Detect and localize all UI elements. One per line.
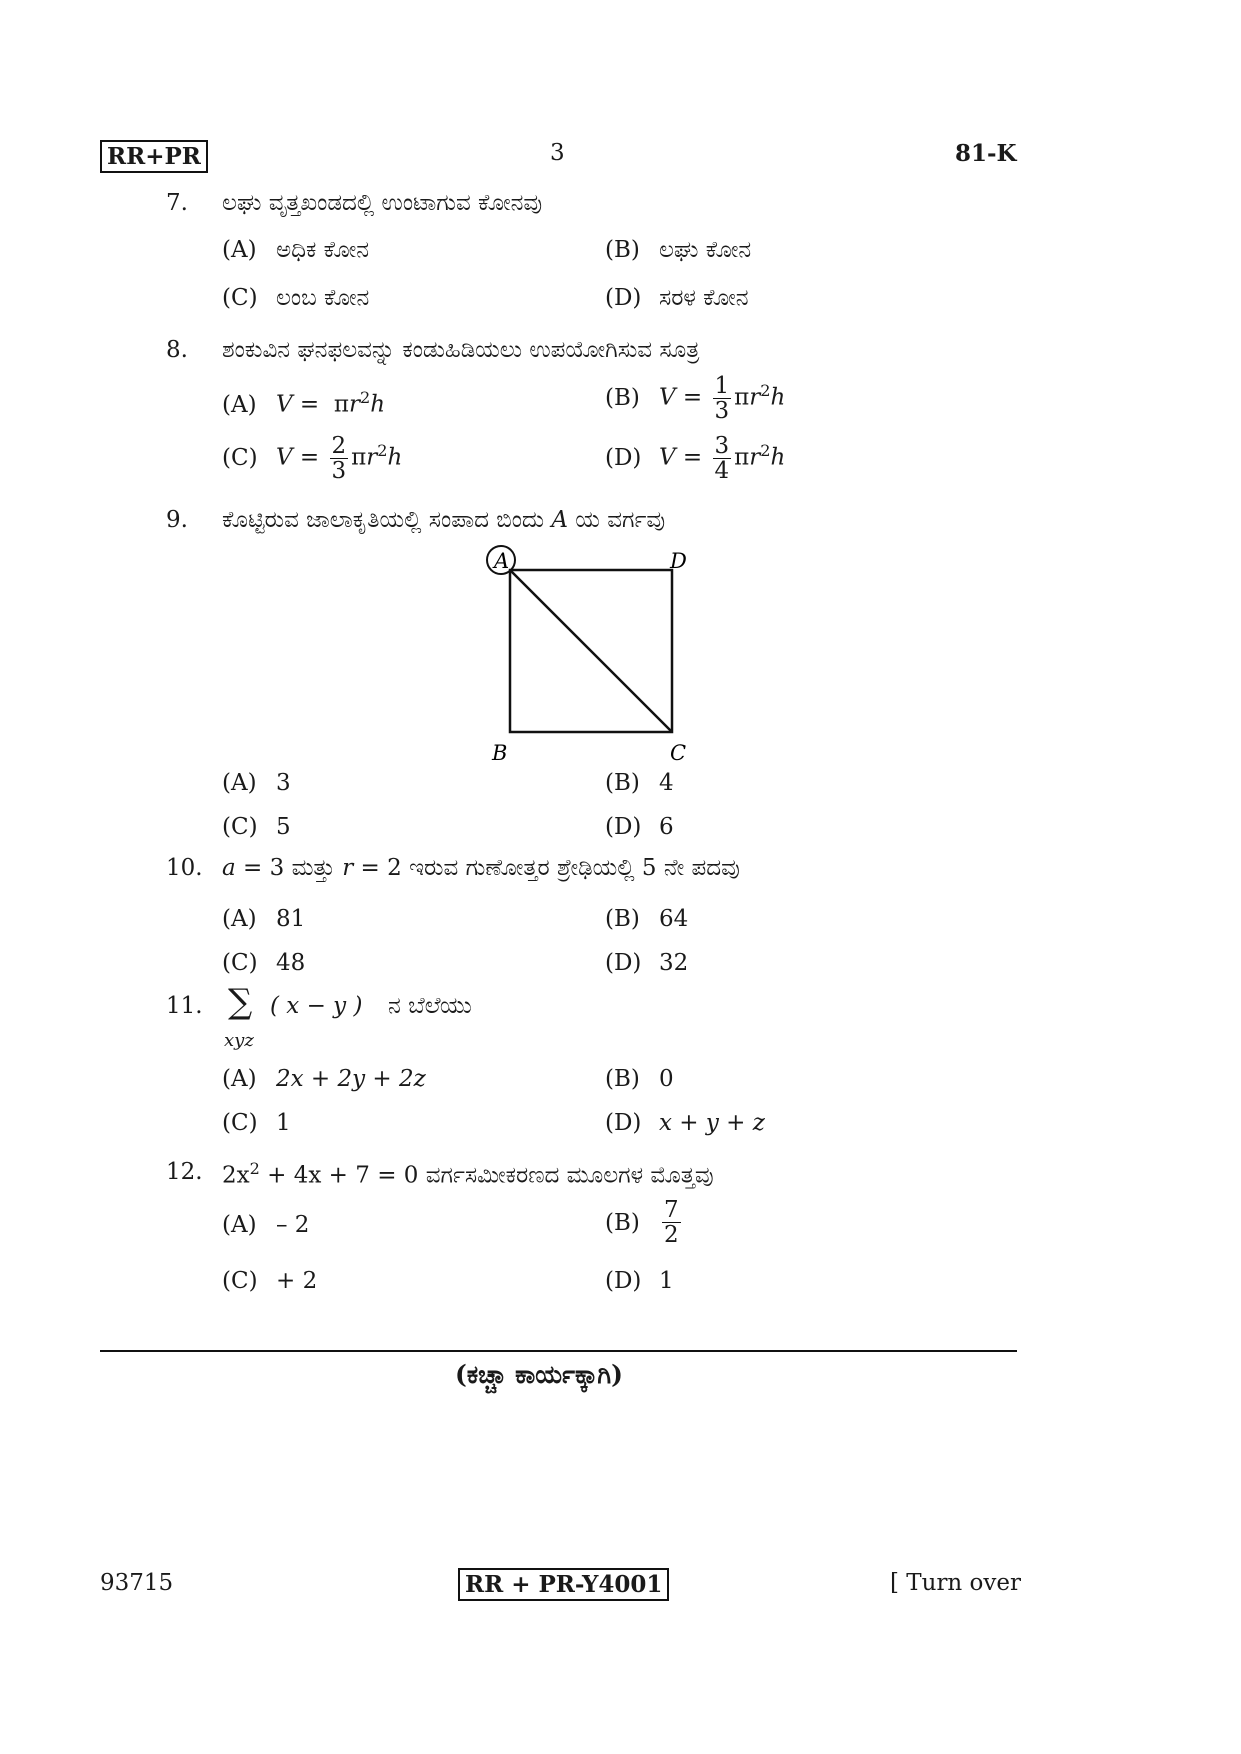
question-number: 12. [166, 1159, 203, 1185]
option-text: 6 [659, 814, 674, 840]
network-figure [480, 540, 710, 765]
node-label-a: A [494, 549, 510, 573]
option-label: (C) [222, 285, 258, 311]
option-text: 48 [276, 950, 306, 976]
pi-symbol: π [333, 391, 349, 418]
numerator: 1 [714, 373, 730, 399]
option-label: (D) [605, 814, 642, 840]
pi-symbol: π [734, 384, 750, 411]
height-var: h [770, 384, 786, 411]
exponent: 2 [760, 440, 771, 460]
pi-symbol: π [734, 444, 750, 471]
option-text: ಲಘು ಕೋನ [659, 237, 752, 263]
section-divider [100, 1350, 1017, 1352]
option-text: 0 [659, 1066, 674, 1092]
option-a [222, 1212, 309, 1238]
option-label: (A) [222, 237, 257, 263]
rough-work-label: (ಕಚ್ಚಾ ಕಾರ್ಯಕ್ಕಾಗಿ) [455, 1360, 623, 1389]
fraction [713, 374, 732, 423]
ratio-var: r [342, 855, 354, 881]
fraction [713, 434, 732, 483]
option-label: (D) [605, 1268, 642, 1294]
option-d [605, 434, 785, 483]
question-text-part: ವರ್ಗಸಮೀಕರಣದ ಮೂಲಗಳ ಮೊತ್ತವು [425, 1162, 714, 1189]
option-text: 5 [276, 814, 291, 840]
option-label: (A) [222, 1066, 257, 1092]
question-number: 11. [166, 993, 203, 1019]
question-text [222, 855, 740, 881]
option-a [222, 1066, 426, 1092]
option-label: (D) [605, 950, 642, 976]
turn-over-label: [ Turn over [890, 1570, 1022, 1596]
denominator: 3 [714, 398, 730, 425]
denominator: 3 [331, 458, 347, 485]
option-text: ಲಂಬ ಕೋನ [276, 285, 370, 311]
equation-rest: + 4x + 7 = 0 [259, 1162, 426, 1189]
formula-lhs: V = [659, 384, 703, 411]
height-var: h [370, 391, 386, 418]
option-label: (A) [222, 391, 257, 418]
option-d [605, 814, 674, 840]
option-a [222, 770, 291, 796]
option-b [605, 237, 751, 263]
node-label-c: C [670, 741, 687, 765]
option-text: 32 [659, 950, 689, 976]
option-d [605, 950, 688, 976]
point-var: A [551, 507, 568, 533]
formula-lhs: V = [276, 444, 320, 471]
option-text: ಸರಳ ಕೋನ [659, 285, 749, 311]
option-a [222, 388, 385, 418]
option-text: 64 [659, 906, 689, 932]
radius-var: r [749, 384, 761, 411]
option-b [605, 1066, 674, 1092]
question-text-part: ಕೊಟ್ಟಿರುವ ಜಾಲಾಕೃತಿಯಲ್ಲಿ ಸಂಪಾದ ಬಿಂದು [222, 507, 552, 533]
option-c [222, 1268, 317, 1294]
question-text-part: ಯ ವರ್ಗವು [568, 507, 666, 533]
ratio-value: = 2 [353, 855, 410, 881]
paper-code: 81-K [955, 140, 1017, 167]
question-text [222, 1159, 714, 1189]
exponent: 2 [760, 380, 771, 400]
paper-set-box: RR+PR [100, 140, 208, 173]
question-text-part: ಮತ್ತು [291, 855, 343, 881]
pi-symbol: π [351, 444, 367, 471]
formula-lhs: V = [276, 391, 320, 418]
option-text: 4 [659, 770, 674, 796]
numerator: 2 [331, 433, 347, 459]
option-label: (C) [222, 444, 258, 471]
numerator: 7 [664, 1197, 679, 1223]
option-label: (A) [222, 1212, 257, 1238]
option-text: + 2 [276, 1268, 318, 1294]
option-d [605, 1268, 674, 1294]
option-text: x + y + z [659, 1110, 765, 1136]
question-text [222, 507, 665, 533]
option-label: (B) [605, 1066, 640, 1092]
radius-var: r [366, 444, 378, 471]
radius-var: r [348, 391, 360, 418]
question-number: 8. [166, 337, 188, 363]
node-label-d: D [670, 549, 687, 573]
option-text: 81 [276, 906, 306, 932]
exponent: 2 [249, 1159, 260, 1178]
radius-var: r [749, 444, 761, 471]
option-label: (C) [222, 1110, 258, 1136]
fraction [662, 1198, 681, 1247]
option-b [605, 906, 688, 932]
question-number: 9. [166, 507, 188, 533]
option-label: (C) [222, 1268, 258, 1294]
numerator: 3 [714, 433, 730, 459]
option-label: (A) [222, 906, 257, 932]
option-text: 3 [276, 770, 291, 796]
option-a [222, 906, 305, 932]
option-d [605, 1110, 765, 1136]
denominator: 4 [714, 458, 730, 485]
fraction [330, 434, 349, 483]
expression: ( x − y ) [270, 993, 363, 1019]
option-label: (A) [222, 770, 257, 796]
option-text: 1 [659, 1268, 674, 1294]
option-text: ಅಧಿಕ ಕೋನ [276, 237, 370, 263]
option-label: (B) [605, 906, 640, 932]
option-label: (D) [605, 285, 642, 311]
option-label: (B) [605, 770, 640, 796]
first-term-var: a [222, 855, 236, 881]
option-a [222, 237, 369, 263]
option-c [222, 814, 291, 840]
option-label: (C) [222, 950, 258, 976]
option-label: (B) [605, 237, 640, 263]
page-number: 3 [550, 140, 565, 166]
option-b [605, 374, 785, 423]
exponent: 2 [359, 388, 371, 407]
option-text: – 2 [276, 1212, 310, 1238]
option-text: 1 [276, 1110, 291, 1136]
option-b [605, 770, 674, 796]
option-d [605, 285, 749, 311]
option-c [222, 950, 305, 976]
option-c [222, 1110, 291, 1136]
option-label: (D) [605, 444, 642, 471]
formula-lhs: V = [659, 444, 703, 471]
first-term-value: = 3 [235, 855, 292, 881]
option-label: (C) [222, 814, 258, 840]
option-c [222, 434, 402, 483]
height-var: h [387, 444, 403, 471]
footer-code-box: RR + PR-Y4001 [458, 1568, 669, 1601]
option-label: (B) [605, 1209, 640, 1236]
question-text: ಲಘು ವೃತ್ತಖಂಡದಲ್ಲಿ ಉಂಟಾಗುವ ಕೋನವು [222, 190, 543, 216]
option-label: (B) [605, 384, 640, 411]
question-text-part: ಇರುವ ಗುಣೋತ್ತರ ಶ್ರೇಢಿಯಲ್ಲಿ 5 ನೇ ಪದವು [409, 855, 740, 881]
question-text: ನ ಬೆಲೆಯು [388, 993, 472, 1019]
sigma-subscript: xyz [224, 1030, 254, 1051]
option-b [605, 1198, 684, 1247]
node-label-b: B [492, 741, 508, 765]
question-number: 10. [166, 855, 203, 881]
equation-term: 2x [222, 1162, 250, 1189]
exponent: 2 [377, 440, 388, 460]
sigma-symbol: ∑ [228, 982, 253, 1022]
footer-serial: 93715 [100, 1570, 174, 1596]
option-c [222, 285, 369, 311]
option-label: (D) [605, 1110, 642, 1136]
denominator: 2 [664, 1222, 679, 1249]
diagonal-edge [510, 570, 672, 732]
height-var: h [770, 444, 786, 471]
option-text: 2x + 2y + 2z [276, 1066, 426, 1092]
question-number: 7. [166, 190, 188, 216]
question-text: ಶಂಕುವಿನ ಘನಫಲವನ್ನು ಕಂಡುಹಿಡಿಯಲು ಉಪಯೋಗಿಸುವ ಸೂತ್ರ [222, 337, 700, 363]
